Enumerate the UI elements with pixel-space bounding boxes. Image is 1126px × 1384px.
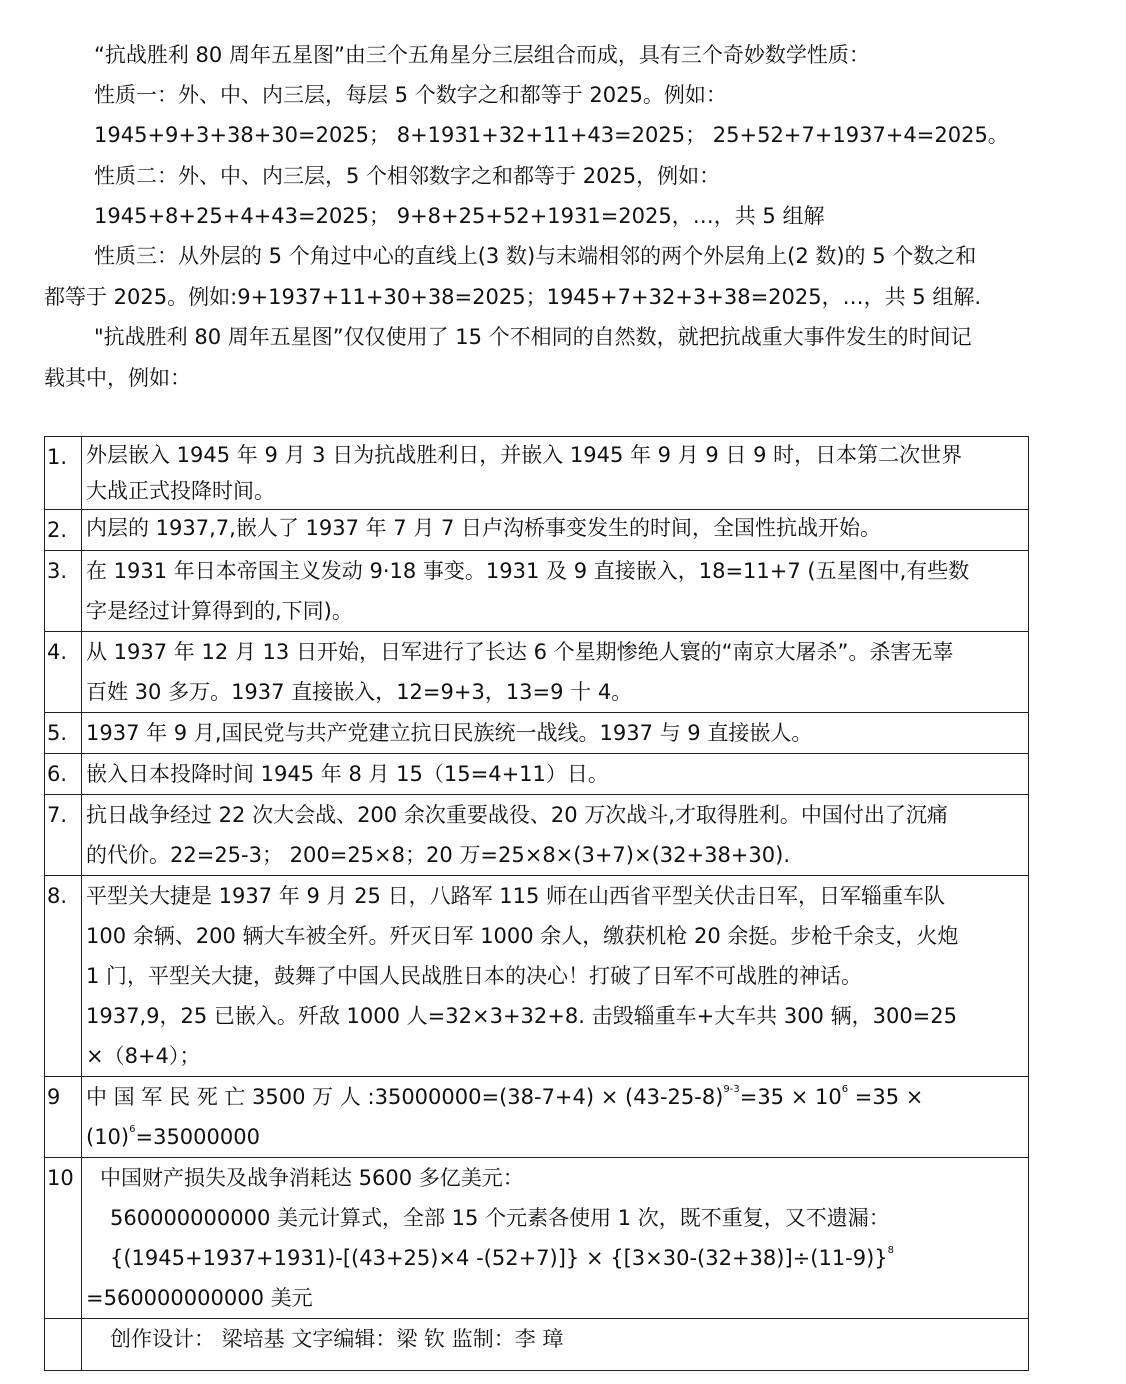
row-line: 1937,9，25 已嵌入。歼敌 1000 人=32×3+32+8. 击毁辎重车+大车共 300 辆，300=25 <box>86 1004 957 1028</box>
row-text <box>82 795 1029 876</box>
row-line: 的代价。22=25-3； 200=25×8；20 万=25×8×(3+7)×(32+38+30). <box>86 843 790 867</box>
superscript: 6 <box>841 1084 849 1095</box>
row-line <box>86 1077 1026 1117</box>
table-row <box>45 795 1029 876</box>
row-number: 9 <box>45 1077 82 1158</box>
table-row <box>45 1319 1029 1371</box>
row-text <box>82 551 1029 632</box>
row-number: 10 <box>45 1158 82 1319</box>
row-line: 1937 年 9 月,国民党与共产党建立抗日民族统一战线。1937 与 9 直接嵌人。 <box>86 721 813 745</box>
formula-text: {(1945+1937+1931)-[(43+25)×4 -(52+7)]} × {[3×30-(32+38)]÷(11-9)} <box>110 1246 888 1270</box>
row-number: 2. <box>45 510 82 551</box>
row-text <box>82 510 1029 551</box>
credits-text: 创作设计： 梁培基 文字编辑：梁 钦 监制：李 璋 <box>110 1327 564 1351</box>
row-line: 内层的 1937,7,嵌人了 1937 年 7 月 7 日卢沟桥事变发生的时间，全国性抗战开始。 <box>86 516 882 540</box>
credits-cell <box>82 1319 1029 1371</box>
formula-text: =35000000 <box>135 1125 260 1149</box>
row-line: 嵌入日本投降时间 1945 年 8 月 15（15=4+11）日。 <box>86 762 609 786</box>
row-line: 在 1931 年日本帝国主义发动 9·18 事变。1931 及 9 直接嵌入，18=11+7 (五星图中,有些数 <box>86 559 970 583</box>
row-line <box>86 1117 1026 1157</box>
property-three-line-2: 都等于 2025。例如:9+1937+11+30+38=2025；1945+7+32+3+38=2025，…，共 5 组解. <box>44 285 982 309</box>
summary-line-1: "抗战胜利 80 周年五星图”仅仅使用了 15 个不相同的自然数，就把抗战重大事件发生的时间记 <box>94 325 972 349</box>
property-one-title: 性质一：外、中、内三层，每层 5 个数字之和都等于 2025。例如： <box>94 83 727 107</box>
row-line: 从 1937 年 12 月 13 日开始，日军进行了长达 6 个星期惨绝人寰的“南京大屠杀”。杀害无辜 <box>86 640 954 664</box>
property-two-examples: 1945+8+25+4+43=2025； 9+8+25+52+1931=2025，…，共 5 组解 <box>94 204 825 228</box>
formula-text: =35 × 10 <box>739 1085 842 1109</box>
row-line: ×（8+4）； <box>86 1044 201 1068</box>
property-three-line-1: 性质三：从外层的 5 个角过中心的直线上(3 数)与末端相邻的两个外层角上(2 数)的 5 个数之和 <box>94 244 977 268</box>
table-row <box>45 754 1029 795</box>
intro-paragraph-1: “抗战胜利 80 周年五星图”由三个五角星分三层组合而成，具有三个奇妙数学性质： <box>94 43 870 67</box>
row-text <box>82 876 1029 1077</box>
table-row <box>45 876 1029 1077</box>
table-row <box>45 437 1029 510</box>
row-line: 外层嵌入 1945 年 9 月 3 日为抗战胜利日，并嵌入 1945 年 9 月 9 日 9 时，日本第二次世界 <box>86 443 963 467</box>
events-table <box>44 436 1029 1371</box>
summary-line-2: 载其中，例如： <box>44 366 191 390</box>
row-text <box>82 1158 1029 1319</box>
row-number: 7. <box>45 795 82 876</box>
row-line: 平型关大捷是 1937 年 9 月 25 日，八路军 115 师在山西省平型关伏击日军，日军辎重车队 <box>86 884 946 908</box>
table-row <box>45 1077 1029 1158</box>
superscript: 6 <box>129 1124 136 1135</box>
superscript: 8 <box>887 1245 895 1256</box>
row-line: 百姓 30 多万。1937 直接嵌入，12=9+3，13=9 十 4。 <box>86 680 633 704</box>
row-number: 1. <box>45 437 82 510</box>
row-line: =560000000000 美元 <box>86 1286 313 1310</box>
row-number: 8. <box>45 876 82 1077</box>
row-number: 5. <box>45 713 82 754</box>
formula-text: (10) <box>86 1125 130 1149</box>
row-line: 1 门，平型关大捷，鼓舞了中国人民战胜日本的决心！打破了日军不可战胜的神话。 <box>86 964 863 988</box>
row-line: 抗日战争经过 22 次大会战、200 余次重要战役、20 万次战斗,才取得胜利。中国付出了沉痛 <box>86 803 948 827</box>
row-number <box>45 1319 82 1371</box>
row-line: 100 余辆、200 辆大车被全歼。歼灭日军 1000 余人，缴获机枪 20 余挺。步枪千余支，火炮 <box>86 924 959 948</box>
row-text <box>82 713 1029 754</box>
row-text <box>82 437 1029 510</box>
table-row <box>45 632 1029 713</box>
row-line: 字是经过计算得到的,下同)。 <box>86 599 353 623</box>
table-row <box>45 551 1029 632</box>
row-line: 中国财产损失及战争消耗达 5600 多亿美元： <box>100 1166 524 1190</box>
table-row <box>45 510 1029 551</box>
table-row <box>45 713 1029 754</box>
formula-text: 中 国 军 民 死 亡 3500 万 人 :35000000=(38-7+4) × (43-25-8) <box>86 1085 724 1109</box>
formula-text: =35 × <box>848 1085 924 1109</box>
row-text <box>82 632 1029 713</box>
property-one-examples: 1945+9+3+38+30=2025； 8+1931+32+11+43=2025； 25+52+7+1937+4=2025。 <box>94 123 1009 147</box>
row-line: 560000000000 美元计算式，全部 15 个元素各使用 1 次，既不重复，又不遗漏： <box>110 1206 890 1230</box>
row-number: 3. <box>45 551 82 632</box>
row-text <box>82 754 1029 795</box>
row-line <box>86 1238 1026 1278</box>
row-number: 4. <box>45 632 82 713</box>
table-row <box>45 1158 1029 1319</box>
superscript: 9-3 <box>723 1084 740 1095</box>
row-line: 大战正式投降时间。 <box>86 479 275 503</box>
row-text <box>82 1077 1029 1158</box>
row-number: 6. <box>45 754 82 795</box>
property-two-title: 性质二：外、中、内三层，5 个相邻数字之和都等于 2025，例如： <box>94 164 721 188</box>
